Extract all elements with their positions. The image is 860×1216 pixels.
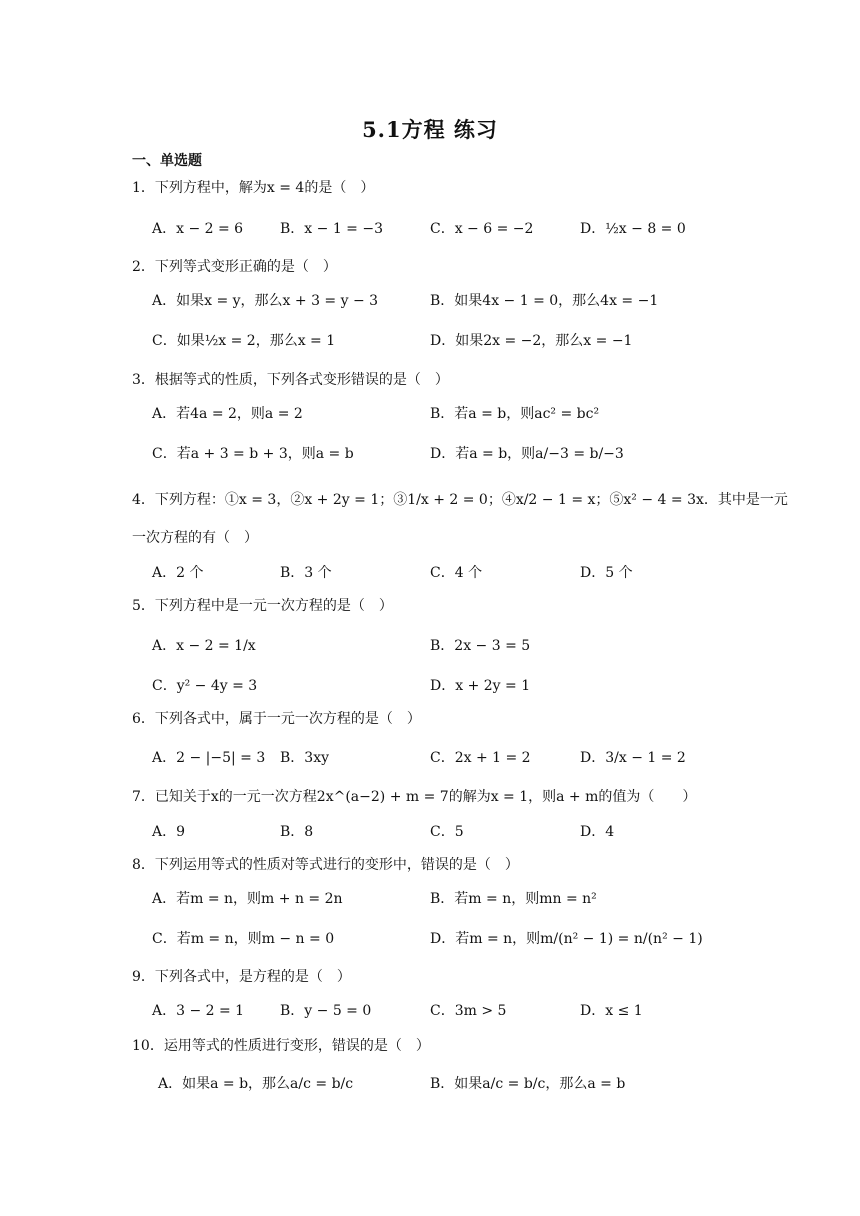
q8-option-c: C．若m = n，则m − n = 0 [152, 931, 335, 947]
q9-option-d: D．x ≤ 1 [580, 1003, 643, 1019]
q4-option-a: A．2 个 [152, 565, 204, 581]
q1-option-c: C．x − 6 = −2 [430, 221, 534, 237]
q9-stem: 9．下列各式中，是方程的是（ ） [132, 969, 351, 985]
q4-option-d: D．5 个 [580, 565, 633, 581]
q4-stem-continued: 一次方程的有（ ） [132, 530, 258, 546]
q7-option-b: B．8 [280, 824, 314, 840]
q8-option-a: A．若m = n，则m + n = 2n [152, 891, 343, 907]
q1-option-a: A．x − 2 = 6 [152, 221, 244, 237]
q8-stem: 8．下列运用等式的性质对等式进行的变形中，错误的是（ ） [132, 857, 519, 873]
q10-option-a: A．如果a = b，那么a/c = b/c [158, 1076, 354, 1092]
q10-option-b: B．如果a/c = b/c，那么a = b [430, 1076, 626, 1092]
q4-option-c: C．4 个 [430, 565, 483, 581]
q1-option-d: D．½x − 8 = 0 [580, 221, 686, 237]
q7-stem: 7．已知关于x的一元一次方程2x^(a−2) + m = 7的解为x = 1，则a + m的值为（ ） [132, 789, 697, 805]
q9-option-a: A．3 − 2 = 1 [152, 1003, 245, 1019]
q2-option-c: C．如果½x = 2，那么x = 1 [152, 333, 336, 349]
q10-stem: 10．运用等式的性质进行变形，错误的是（ ） [132, 1038, 430, 1054]
q2-option-b: B．如果4x − 1 = 0，那么4x = −1 [430, 293, 659, 309]
q5-option-a: A．x − 2 = 1/x [152, 638, 256, 654]
q5-option-c: C．y² − 4y = 3 [152, 678, 258, 694]
q1-option-b: B．x − 1 = −3 [280, 221, 383, 237]
q6-stem: 6．下列各式中，属于一元一次方程的是（ ） [132, 711, 421, 727]
q2-option-d: D．如果2x = −2，那么x = −1 [430, 333, 633, 349]
question-1-stem [132, 178, 374, 198]
q8-option-b: B．若m = n，则mn = n² [430, 891, 597, 907]
q3-option-b: B．若a = b，则ac² = bc² [430, 406, 600, 422]
q6-option-b: B．3xy [280, 750, 329, 766]
q1-stem: 1．下列方程中，解为x = 4的是（ ） [132, 180, 375, 196]
q4-option-b: B．3 个 [280, 565, 332, 581]
q3-option-c: C．若a + 3 = b + 3，则a = b [152, 446, 354, 462]
q5-option-b: B．2x − 3 = 5 [430, 638, 531, 654]
q3-option-a: A．若4a = 2，则a = 2 [152, 406, 303, 422]
q9-option-b: B．y − 5 = 0 [280, 1003, 372, 1019]
q3-option-d: D．若a = b，则a/−3 = b/−3 [430, 446, 624, 462]
q2-option-a: A．如果x = y，那么x + 3 = y − 3 [152, 293, 379, 309]
section-heading: 一、单选题 [132, 153, 202, 169]
q5-stem: 5．下列方程中是一元一次方程的是（ ） [132, 598, 393, 614]
q5-option-d: D．x + 2y = 1 [430, 678, 531, 694]
q6-option-c: C．2x + 1 = 2 [430, 750, 531, 766]
q9-option-c: C．3m > 5 [430, 1003, 507, 1019]
q3-stem: 3．根据等式的性质，下列各式变形错误的是（ ） [132, 372, 449, 388]
q6-option-a: A．2 − |−5| = 3 [152, 750, 266, 766]
q4-stem: 4．下列方程：①x = 3，②x + 2y = 1；③1/x + 2 = 0；④x/2 − 1 = x；⑤x² − 4 = 3x．其中是一元 [132, 492, 788, 508]
q7-option-a: A．9 [152, 824, 186, 840]
q7-option-c: C．5 [430, 824, 464, 840]
q2-stem: 2．下列等式变形正确的是（ ） [132, 259, 337, 275]
page-title: 5.1方程 练习 [362, 117, 498, 142]
q7-option-d: D．4 [580, 824, 615, 840]
q8-option-d: D．若m = n，则m/(n² − 1) = n/(n² − 1) [430, 931, 703, 947]
q6-option-d: D．3/x − 1 = 2 [580, 750, 686, 766]
